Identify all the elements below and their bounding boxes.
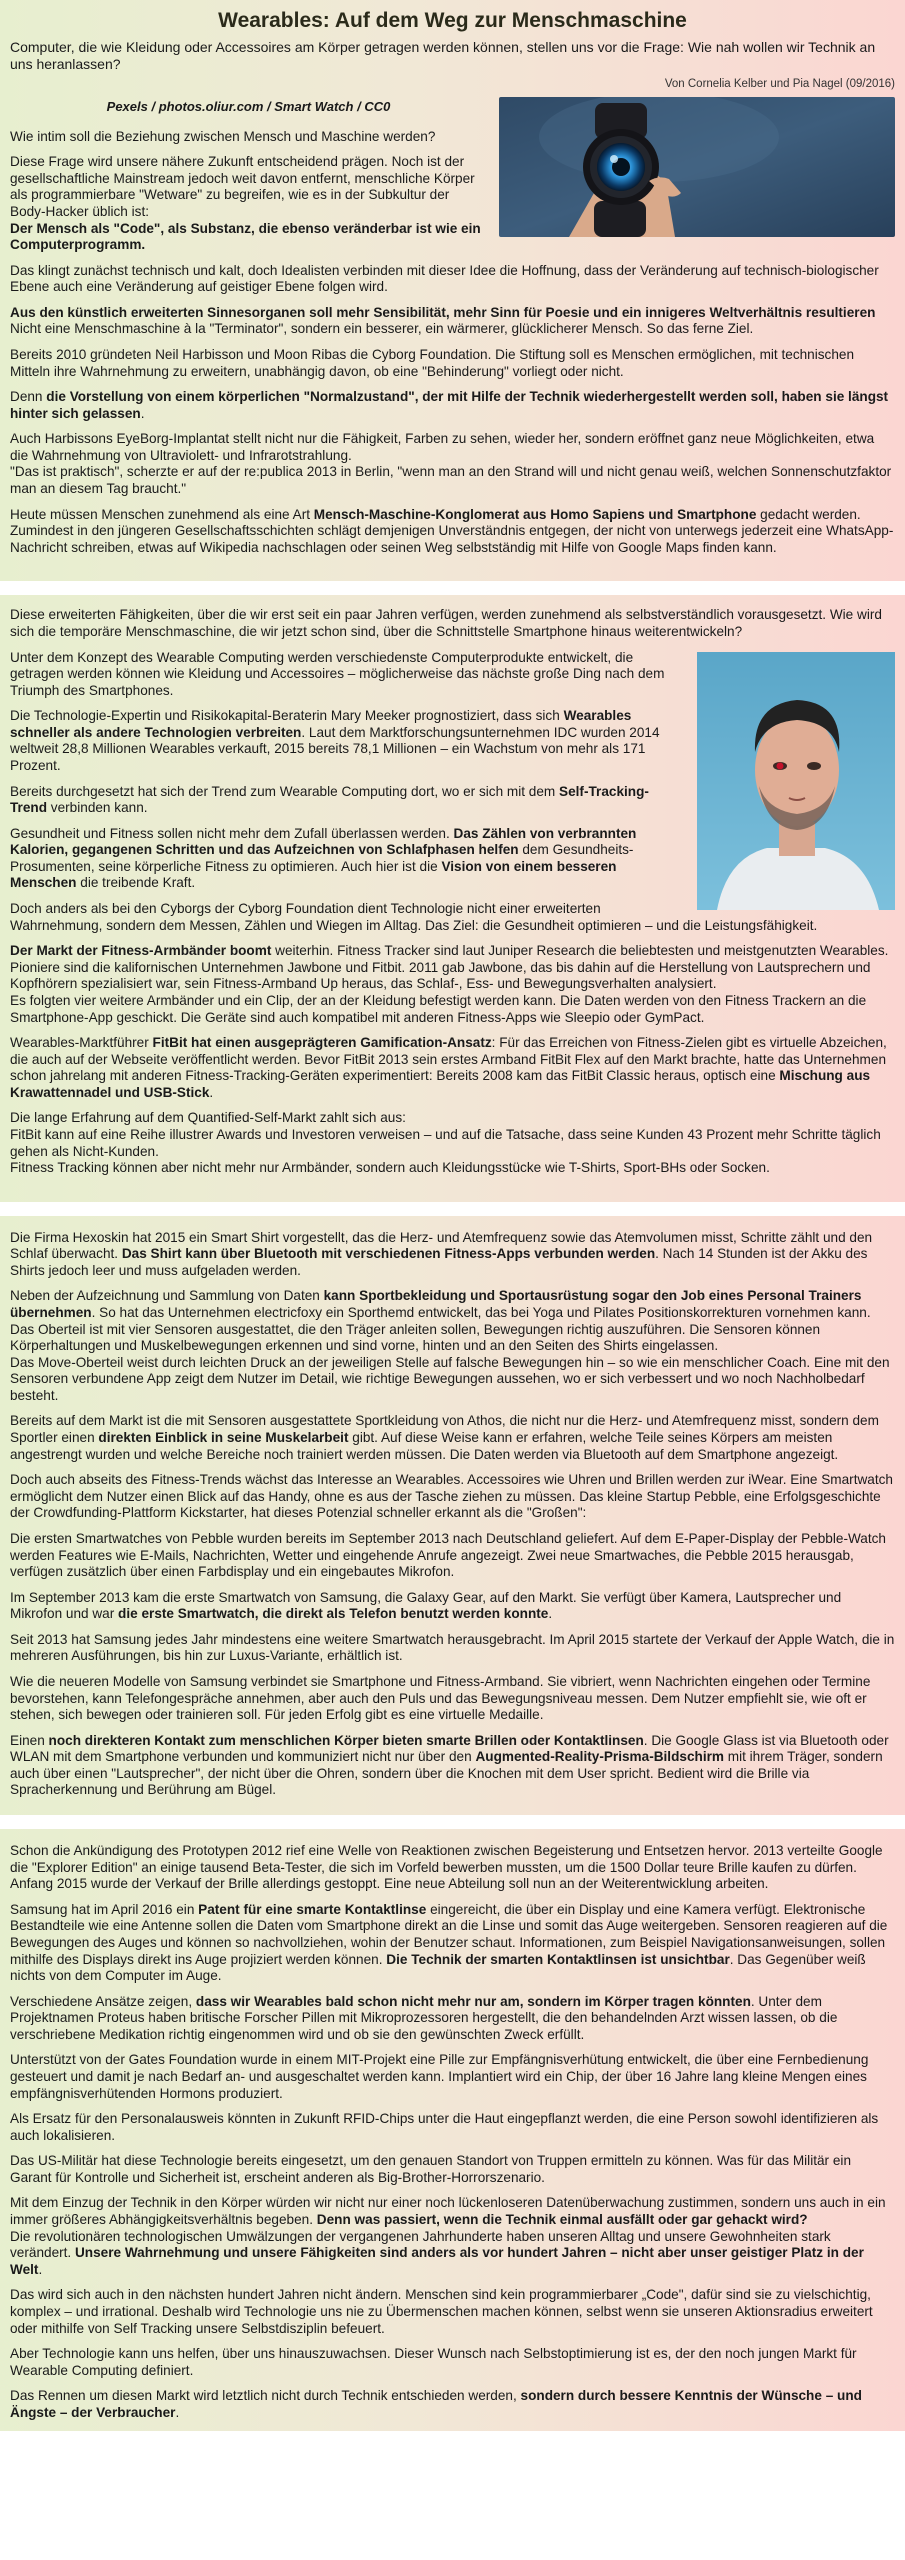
text: dem Gesundheits-Prosumenten, seine körperliche Fitness zu optimieren. Auch hier ist die — [10, 842, 634, 874]
text-bold: kann Sportbekleidung und Sportausrüstung sogar den Job eines Personal Trainers übernehmen — [10, 1288, 862, 1321]
paragraph: Die ersten Smartwatches von Pebble wurden bereits im September 2013 nach Deutschland geliefert. Auf dem E-Paper-Display der Pebble-Watch werden Features wie E-Mails, Nachrichten, Wetter und eingehende Anrufe angezeigt. Zwei neue Smartwaches, die Pebble 2015 herausgab, verfügen zusätzlich über einen Farbdisplay und ein eingebautes Mikrofon. — [10, 1530, 886, 1580]
text: Die Technologie-Expertin und Risikokapital-Beraterin Mary Meeker prognostiziert, dass sich — [10, 708, 564, 724]
text-bold: Das Zählen von verbrannten Kalorien, gegangenen Schritten und das Aufzeichnen von Schlafphasen helfen — [10, 825, 637, 858]
text: . — [548, 1606, 553, 1622]
text: Einen — [10, 1732, 49, 1748]
text: Auch Harbissons EyeBorg-Implantat stellt nicht nur die Fähigkeit, Farben zu sehen, wieder her, sondern eröffnet ganz neue Möglichkeiten, etwa die Wahrnehmung von Ultraviolett- und Infrarotstrahlung. — [10, 431, 875, 463]
text: . Laut dem Marktforschungsunternehmen IDC wurden 2014 weltweit 28,8 Millionen Wearables verkauft, 2015 bereits 78,1 Millionen – ein Wachstum von mehr als 171 Prozent. — [10, 724, 660, 773]
text: Im September 2013 kam die erste Smartwatch von Samsung, die Galaxy Gear, auf den Markt. Sie verfügt über Kamera, Lautsprecher und Mikrofon und war — [10, 1589, 842, 1622]
text-bold: Denn was passiert, wenn die Technik einmal ausfällt oder gar gehackt wird? — [316, 2212, 808, 2228]
paragraph — [10, 1733, 895, 1799]
paragraph: Das US-Militär hat diese Technologie bereits eingesetzt, um den genauen Standort von Truppen ermitteln zu können. Was für das Militär ein Garant für Kontrolle und Sicherheit ist, erscheint anderen als Big-Brother-Horrorszenario. — [10, 2153, 851, 2185]
text: . Das Gegenüber weiß nichts von dem Computer im Auge. — [10, 1951, 866, 1984]
text: mit ihrem Träger, sondern auch über einen "Lautsprecher", der nicht über die Ohren, sondern über die Knochen mit dem User spricht. Bedient wird die Brille via Spracherkennung und Berührung am Bügel. — [10, 1749, 883, 1798]
text: . Nach 14 Stunden ist der Akku des Shirts jedoch leer und muss aufgeladen werden. — [10, 1246, 868, 1278]
text-bold: Aus den künstlich erweiterten Sinnesorganen soll mehr Sensibilität, mehr Sinn für Poesie und ein innigeres Weltverhältnis resultieren — [10, 304, 876, 320]
text-bold: Die Technik der smarten Kontaktlinsen ist unsichtbar — [386, 1951, 730, 1967]
portrait-photo — [697, 652, 895, 910]
text-bold: Augmented-Reality-Prisma-Bildschirm — [475, 1749, 724, 1765]
image-credit: Pexels / photos.oliur.com / Smart Watch / CC0 — [106, 98, 391, 114]
article-byline: Von Cornelia Kelber und Pia Nagel (09/2016) — [664, 77, 895, 90]
text: . — [140, 405, 145, 421]
text-bold: Self-Tracking-Trend — [10, 783, 649, 816]
text: : Für das Erreichen von Fitness-Zielen gibt es virtuelle Abzeichen, die auch auf der Webseite veröffentlicht werden. Bevor FitBit 2013 sein erstes Armband FitBit Flex auf den Markt brachte, hatte das Unternehmen schon jahrelang mit anderen Fitness-Tracking-Geräten experimentiert: Bereits 2008 kam das FitBit Classic heraus, optisch eine — [10, 1035, 887, 1084]
paragraph: Als Ersatz für den Personalausweis könnten in Zukunft RFID-Chips unter die Haut eingepflanzt werden, die eine Person sowohl identifizieren als auch lokalisieren. — [10, 2111, 879, 2143]
text-bold: die Vorstellung von einem körperlichen "Normalzustand", der mit Hilfe der Technik wiederhergestellt werden soll, haben sie längst hinter sich gelassen — [10, 389, 889, 421]
paragraph — [10, 1035, 895, 1101]
text: Gesundheit und Fitness sollen nicht mehr dem Zufall überlassen werden. — [10, 825, 454, 841]
text-bold: sondern durch bessere Kenntnis der Wünsche – und Ängste – der Verbraucher — [10, 2388, 862, 2420]
text-bold: direkten Einblick in seine Muskelarbeit — [98, 1430, 349, 1446]
section-gap — [0, 581, 905, 595]
section-gap — [0, 1815, 905, 1829]
text: Neben der Aufzeichnung und Sammlung von Daten — [10, 1288, 324, 1304]
text-bold: Mensch-Maschine-Konglomerat aus Homo Sapiens und Smartphone — [313, 506, 757, 522]
text: Fitness Tracking können aber nicht mehr nur Armbänder, sondern auch Kleidungsstücke wie T-Shirts, Sport-BHs oder Socken. — [10, 1160, 770, 1176]
section-gap — [0, 1202, 905, 1216]
text: die treibende Kraft. — [76, 875, 196, 891]
text: . — [209, 1084, 214, 1100]
section-self-tracking — [0, 595, 905, 1201]
text: Verschiedene Ansätze zeigen, — [10, 1993, 196, 2009]
section-intro — [0, 0, 905, 581]
paragraph: Doch anders als bei den Cyborgs der Cyborg Foundation dient Technologie nicht einer erweiterten Wahrnehmung, sondern dem Messen, Zählen und Wiegen im Alltag. Das Ziel: die Gesundheit optimieren – und die Leistungsfähigkeit. — [10, 901, 818, 933]
paragraph — [10, 305, 895, 338]
text-bold: noch direkteren Kontakt zum menschlichen Körper bieten smarte Brillen oder Kontaktlinsen — [48, 1732, 644, 1748]
text: Das Move-Oberteil weist durch leichten Druck an der jeweiligen Stelle auf falsche Bewegungen hin – so wie ein menschlicher Coach. Eine mit den Sensoren verbundene App zeigt dem Nutzer im Detail, wie richtige Bewegungen aussehen, wo er sich verbessert und wo noch Nachholbedarf besteht. — [10, 1354, 890, 1403]
paragraph — [10, 2195, 895, 2278]
paragraph: Das klingt zunächst technisch und kalt, doch Idealisten verbinden mit dieser Idee die Hoffnung, dass der Veränderung auf technisch-biologischer Ebene auch eine Veränderung auf geistiger Ebene folgen wird. — [10, 262, 879, 295]
text: eingereicht, die über ein Display und eine Kamera verfügt. Elektronische Bestandteile wie eine Antenne sollen die Daten vom Smartphone direkt an die Linse und somit das Auge weitergeben. Sensoren reagieren auf die Bewegungen des Auges und können so nachvollziehen, wohin der Benutzer schaut. Informationen, zum Beispiel Navigationsanweisungen, sollen mithilfe des Displays direkt ins Auge projiziert werden können. — [10, 1901, 888, 1967]
section-smart-clothing — [0, 1216, 905, 1815]
text: Denn — [10, 389, 47, 405]
paragraph — [10, 1230, 895, 1280]
paragraph: Seit 2013 hat Samsung jedes Jahr mindestens eine weitere Smartwatch herausgebracht. Im April 2015 startete der Verkauf der Apple Watch, die in mehreren Ausführungen, bis hin zur Luxus-Variante, erhältlich ist. — [10, 1631, 895, 1664]
text: weiterhin. Fitness Tracker sind laut Juniper Research die beliebtesten und meistgenutzten Wearables. Pioniere sind die kalifornischen Unternehmen Jawbone und Fitbit. 2011 gab Jawbone, das bis dahin auf die Herstellung von Lautsprechern und Kopfhörern spezialisiert war, sein Fitness-Armband Up heraus, das Schlaf-, Ess- und Bewegungsverhalten analysiert. — [10, 943, 889, 992]
text: gedacht werden. Zumindest in den jüngeren Gesellschaftsschichten schlägt demjenigen Unverständnis entgegen, der nicht von unterwegs jederzeit eine WhatsApp-Nachricht schreiben, etwas auf Wikipedia nachschlagen oder seinen Weg selbstständig mit Hilfe von Google Maps finden kann. — [10, 506, 894, 555]
paragraph — [10, 2388, 895, 2421]
text: Die revolutionären technologischen Umwälzungen der vergangenen Jahrhunderte haben unseren Alltag und unsere Gewohnheiten stark verändert. — [10, 2228, 831, 2261]
section-implants — [0, 1829, 905, 2431]
text: Diese Frage wird unsere nähere Zukunft entscheidend prägen. Noch ist der gesellschaftliche Mainstream jedoch weit davon entfernt, menschliche Körper als programmierbare "Wetware" zu begreifen, wie es in der Subkultur der Body-Hacker üblich ist: — [10, 154, 475, 219]
paragraph — [10, 1902, 895, 1985]
paragraph — [10, 1994, 895, 2044]
text: Heute müssen Menschen zunehmend als eine Art — [10, 506, 314, 522]
text: Die Firma Hexoskin hat 2015 ein Smart Shirt vorgestellt, das die Herz- und Atemfrequenz sowie das Atemvolumen misst, Schritte zählt und den Schlaf überwacht. — [10, 1229, 873, 1262]
paragraph: Wie intim soll die Beziehung zwischen Mensch und Maschine werden? — [10, 128, 436, 144]
text: Bereits auf dem Markt ist die mit Sensoren ausgestattete Sportkleidung von Athos, die nicht nur die Herz- und Atemfrequenz misst, sondern dem Sportler einen — [10, 1413, 879, 1446]
text: . — [175, 2404, 180, 2420]
paragraph: Unter dem Konzept des Wearable Computing werden verschiedenste Computerprodukte entwickelt, die getragen werden können wie Kleidung und Accessoires – möglicherweise das nächste große Ding nach dem Triumph des Smartphones. — [10, 649, 665, 698]
text-bold: die erste Smartwatch, die direkt als Telefon benutzt werden konnte — [118, 1606, 549, 1622]
text: "Das ist praktisch", scherzte er auf der re:publica 2013 in Berlin, "wenn man an den Strand will und nicht genau weiß, welchen Sonnenschutzfaktor man an diesem Tag braucht." — [10, 464, 892, 497]
text: Bereits durchgesetzt hat sich der Trend zum Wearable Computing dort, wo er sich mit dem — [10, 783, 560, 799]
article-title: Wearables: Auf dem Weg zur Menschmaschine — [218, 9, 687, 32]
text: . — [38, 2261, 43, 2277]
paragraph — [10, 507, 895, 557]
text-bold: Patent für eine smarte Kontaktlinse — [198, 1901, 427, 1917]
paragraph: Wie die neueren Modelle von Samsung verbindet sie Smartphone und Fitness-Armband. Sie vibriert, wenn Nachrichten eingehen oder Termine bevorstehen, kann Telefongespräche annehmen, aber auch den Puls und das Bewegungsniveau messen. Dem Nutzer empfiehlt sie, wie oft er stehen, sich bewegen oder trainieren soll. Für jeden Erfolg gibt es eine virtuelle Medaille. — [10, 1674, 871, 1723]
text: Die lange Erfahrung auf dem Quantified-Self-Markt zahlt sich aus: — [10, 1110, 406, 1126]
text: Es folgten vier weitere Armbänder und ein Clip, der an der Kleidung befestigt werden kann. Die Daten werden von den Fitness Trackern an die Smartphone-App geschickt. Die Geräte sind auch kompatibel mit anderen Fitness-Apps wie Sleepio oder GymPact. — [10, 992, 867, 1025]
text-bold: FitBit hat einen ausgeprägteren Gamification-Ansatz — [152, 1035, 492, 1051]
paragraph — [10, 1288, 895, 1404]
text-bold: Mischung aus Krawattennadel und USB-Stick — [10, 1068, 871, 1100]
paragraph: Doch auch abseits des Fitness-Trends wächst das Interesse an Wearables. Accessoires wie Uhren und Brillen werden zur iWear. Eine Smartwatch ermöglicht dem Nutzer einen Blick auf das Handy, ohne es aus der Tasche ziehen zu müssen. Das kleine Startup Pebble, eine Erfolgsgeschichte der Crowdfunding-Plattform Kickstarter, hat dieses Potenzial schneller erkannt als die "Großen": — [10, 1472, 893, 1521]
text: Samsung hat im April 2016 ein — [10, 1901, 199, 1917]
text: Das Rennen um diesen Markt wird letztlich nicht durch Technik entschieden werden, — [10, 2388, 521, 2404]
text: Mit dem Einzug der Technik in den Körper würden wir nicht nur einer noch lückenloseren Datenüberwachung zustimmen, sondern uns auch in ein immer größeres Abhängigkeitsverhältnis begeben. — [10, 2195, 886, 2228]
text: . Die Google Glass ist via Bluetooth oder WLAN mit dem Smartphone verbunden und kommuniziert nicht nur über den — [10, 1732, 889, 1765]
text-bold: Das Shirt kann über Bluetooth mit verschiedenen Fitness-Apps verbunden werden — [121, 1246, 656, 1262]
paragraph — [10, 943, 895, 1026]
text-bold: Vision von einem besseren Menschen — [10, 858, 617, 891]
text: FitBit kann auf eine Reihe illustrer Awards und Investoren verweisen – und auf die Tatsache, dass seine Kunden 43 Prozent mehr Schritte täglich gehen als Nicht-Kunden. — [10, 1126, 881, 1159]
text: verbinden kann. — [47, 800, 148, 816]
text-bold: Der Markt der Fitness-Armbänder boomt — [10, 943, 272, 959]
article-intro: Computer, die wie Kleidung oder Accessoires am Körper getragen werden können, stellen uns vor die Frage: Wie nah wollen wir Technik an uns heranlassen? — [10, 38, 876, 72]
paragraph — [10, 1590, 895, 1623]
paragraph — [10, 1413, 895, 1463]
paragraph — [10, 431, 895, 497]
text: . Unter dem Projektnamen Proteus haben britische Forscher Pillen mit Mikroprozessoren hergestellt, die den behandelnden Arzt wissen lassen, ob die verschriebene Medikation richtig eingenommen wird und ob sie den gewünschten Zweck erfüllt. — [10, 1993, 838, 2042]
paragraph: Schon die Ankündigung des Prototypen 2012 rief eine Welle von Reaktionen zwischen Begeisterung und Entsetzen hervor. 2013 verteilte Google die "Explorer Edition" an einige tausend Beta-Tester, die sich im Vorfeld bewerben mussten, um die 1500 Dollar teure Brille kaufen zu dürfen. Anfang 2015 wurde der Verkauf der Brille allerdings gestoppt. Eine neue Abteilung soll nun an der Weiterentwicklung arbeiten. — [10, 1843, 883, 1892]
text: Wearables-Marktführer — [10, 1035, 153, 1051]
text-bold: Der Mensch als "Code", als Substanz, die ebenso veränderbar ist wie ein Computerprogramm. — [10, 220, 481, 253]
paragraph: Aber Technologie kann uns helfen, über uns hinauszuwachsen. Dieser Wunsch nach Selbstoptimierung ist es, der den noch jungen Markt für Wearable Computing definiert. — [10, 2346, 857, 2378]
text: . So hat das Unternehmen electricfoxy ein Sporthemd entwickelt, das bei Yoga und Pilates Positionskorrekturen vornehmen kann. Das Oberteil ist mit vier Sensoren ausgestattet, die den Träger anleiten sollen, Bewegungen richtig auszuführen. Die Sensoren können Körperhaltungen und Muskelbewegungen erkennen und sind vorne, hinten und an den Seiten des Shirts eingelassen. — [10, 1305, 871, 1354]
paragraph: Diese erweiterten Fähigkeiten, über die wir erst seit ein paar Jahren verfügen, werden zunehmend als selbstverständlich vorausgesetzt. Wie wird sich die temporäre Menschmaschine, die wir jetzt schon sind, über die Schnittstelle Smartphone hinaus weiterentwickeln? — [10, 607, 882, 639]
paragraph: Unterstützt von der Gates Foundation wurde in einem MIT-Projekt eine Pille zur Empfängnisverhütung entwickelt, die über eine Fernbedienung gesteuert und damit je nach Bedarf an- und ausgeschaltet werden kann. Implantiert wird ein Chip, der über 16 Jahre lang kleine Mengen eines empfängnisverhütenden Hormons produziert. — [10, 2052, 869, 2101]
text: gibt. Auf diese Weise kann er erfahren, welche Teile seines Körpers am meisten angestrengt wurden und welche Bereiche noch trainiert werden müssen. Die Daten werden via Bluetooth auf dem Smartphone angezeigt. — [10, 1430, 839, 1462]
text-bold: Wearables schneller als andere Technologien verbreiten — [10, 708, 632, 740]
paragraph: Bereits 2010 gründeten Neil Harbisson und Moon Ribas die Cyborg Foundation. Die Stiftung soll es Menschen ermöglichen, mit technischen Mitteln ihre Wahrnehmung zu erweitern, unabhängig davon, ob eine "Behinderung" vorliegt oder nicht. — [10, 347, 855, 379]
paragraph — [10, 389, 895, 422]
smartwatch-photo — [499, 97, 895, 237]
text-bold: Unsere Wahrnehmung und unsere Fähigkeiten sind anders als vor hundert Jahren – nicht aber unser geistiger Platz in der Welt — [10, 2245, 864, 2277]
paragraph — [10, 1110, 895, 1176]
text: Nicht eine Menschmaschine à la "Terminator", sondern ein besserer, ein wärmerer, glücklicherer Mensch. So das ferne Ziel. — [10, 321, 754, 337]
paragraph: Das wird sich auch in den nächsten hundert Jahren nicht ändern. Menschen sind kein programmierbarer „Code", dafür sind sie zu vielschichtig, komplex – und irrational. Deshalb wird Technologie uns nie zu Übermenschen machen können, selbst wenn sie unseren Aktionsradius erweitert oder mithilfe von Self Tracking unsere Selbstdisziplin befeuert. — [10, 2287, 873, 2336]
text-bold: dass wir Wearables bald schon nicht mehr nur am, sondern im Körper tragen könnten — [195, 1993, 751, 2009]
